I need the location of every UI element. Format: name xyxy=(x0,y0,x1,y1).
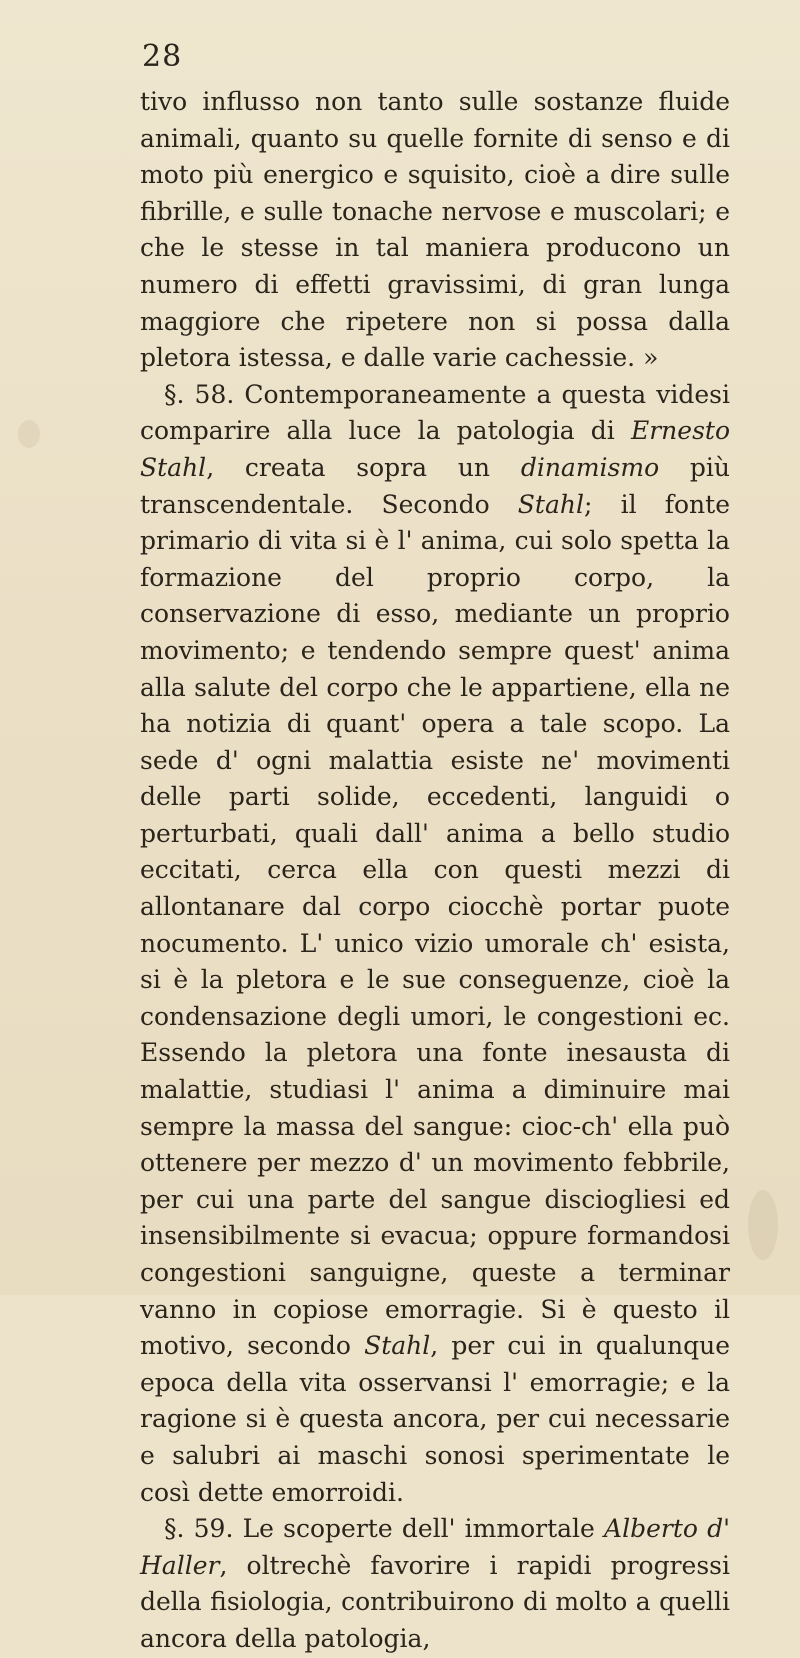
author-name: Stahl xyxy=(364,1331,431,1361)
paragraph-section-58 xyxy=(140,377,730,1511)
text-segment: , creata sopra un xyxy=(206,452,521,482)
author-name: Stahl xyxy=(517,489,584,519)
author-name: Ernesto Stahl xyxy=(140,416,730,482)
author-name: Alberto d' Haller xyxy=(140,1514,730,1580)
text-segment: §. 58. Contemporaneamente a questa videsi comparire alla luce la patologia di xyxy=(140,379,730,446)
body-text xyxy=(140,84,730,1658)
text-segment: , oltrechè favorire i rapidi progressi della fisiologia, contribuirono di molto a quelli ancora della patologia, xyxy=(140,1550,730,1653)
paragraph-continuation: tivo influsso non tanto sulle sostanze fluide animali, quanto su quelle fornite di senso e di moto più energico e squisito, cioè a dire sulle fibrille, e sulle tonache nervose e muscolari; e che le stesse in tal maniera producono un numero di effetti gravissimi, di gran lunga maggiore che ripetere non si possa dalla pletora istessa, e dalle varie cachessie. » xyxy=(140,87,730,373)
paper-stain xyxy=(18,420,40,448)
text-segment: , per cui in qualunque epoca della vita osservansi l' emorragie; e la ragione si è questa ancora, per cui necessarie e salubri ai maschi sonosi sperimentate le così dette emorroidi. xyxy=(140,1331,730,1507)
text-segment: §. 59. Le scoperte dell' immortale xyxy=(164,1514,605,1544)
paragraph-section-59 xyxy=(140,1511,730,1657)
text-segment: ; il fonte primario di vita si è l' anima, cui solo spetta la formazione del proprio corpo, la conservazione di esso, mediante un proprio movimento; e tendendo sempre quest' anima alla salute del corpo che le appartiene, ella ne ha notizia di quant' opera a tale scopo. La sede d' ogni malattia esiste ne' movimenti delle parti solide, eccedenti, languidi o perturbati, quali dall' anima a bello studio eccitati, cerca ella con questi mezzi di allontanare dal corpo ciocchè portar puote nocumento. L' unico vizio umorale ch' esista, si è la pletora e le sue conseguenze, cioè la condensazione degli umori, le congestioni ec. Essendo la pletora una fonte inesausta di malattie, studiasi l' anima a diminuire mai sempre la massa del sangue: cioc-ch' ella può ottenere per mezzo d' un movimento febbrile, per cui una parte del sangue disciogliesi ed insensibilmente si evacua; oppure formandosi congestioni sanguigne, queste a terminar vanno in copiose emorragie. Si è questo il motivo, secondo xyxy=(140,489,730,1361)
page-number: 28 xyxy=(142,39,183,74)
key-term: dinamismo xyxy=(520,452,660,482)
text-segment: più transcendentale. Secondo xyxy=(140,452,731,519)
paper-stain xyxy=(748,1190,778,1260)
